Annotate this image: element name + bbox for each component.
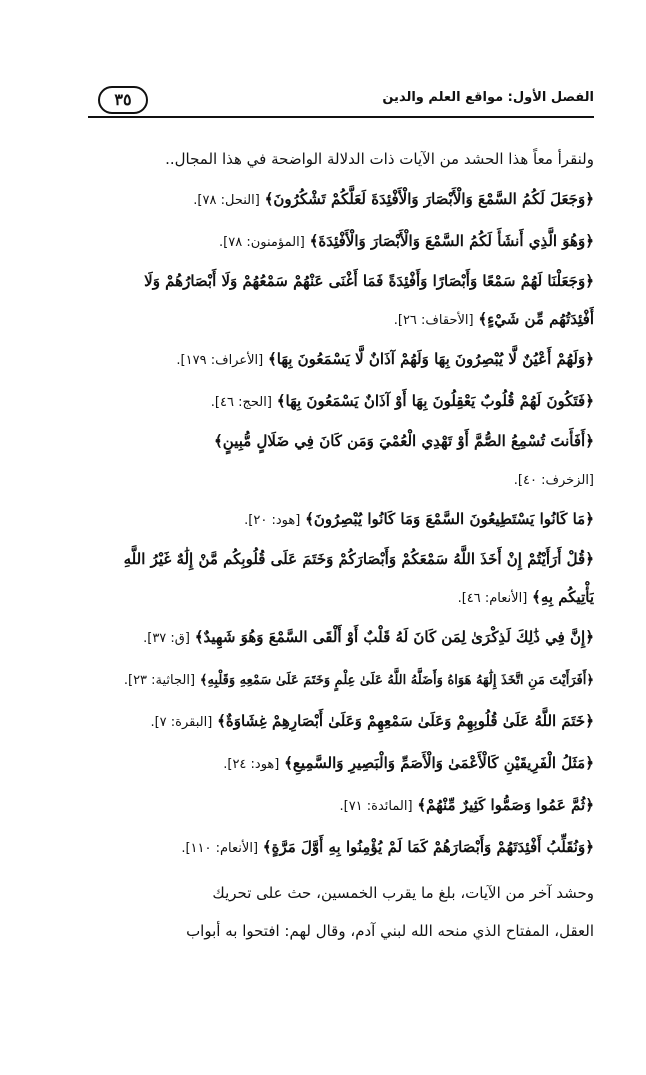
verse-text: ﴿وَجَعَلَ لَكُمُ السَّمْعَ وَالْأَبْصَارَ وَالْأَفْئِدَةَ لَعَلَّكُمْ تَشْكُرُونَ﴾	[264, 190, 594, 208]
page-number: ٣٥	[98, 86, 148, 114]
verse-text: ﴿وَجَعَلْنَا لَهُمْ سَمْعًا وَأَبْصَارًا وَأَفْئِدَةً فَمَا أَغْنَى عَنْهُمْ سَمْعُهُمْ وَلَا أَبْصَارُهُمْ وَلَا	[144, 272, 594, 290]
verse-5	[86, 380, 594, 422]
verse-reference: [ق: ٣٧].	[143, 631, 190, 646]
verse-8	[86, 540, 594, 578]
verse-text: ﴿إِنَّ فِي ذَٰلِكَ لَذِكْرَىٰ لِمَن كَانَ لَهُ قَلْبٌ أَوْ أَلْقَى السَّمْعَ وَهُوَ شَهِيدٌ﴾	[194, 628, 594, 646]
verse-reference: [هود: ٢٠].	[244, 513, 301, 528]
verse-3-continuation	[86, 300, 594, 338]
verse-text: ﴿أَفَأَنتَ تُسْمِعُ الصُّمَّ أَوْ تَهْدِي الْعُمْيَ وَمَن كَانَ فِي ضَلَالٍ مُّبِينٍ﴾	[213, 432, 594, 450]
verse-text-continued: يَأْتِيكُم بِهِ﴾	[532, 588, 594, 606]
verse-reference: [الجاثية: ٢٣].	[123, 673, 196, 688]
verse-1	[86, 178, 594, 220]
verse-text: ﴿أَفَرَأَيْتَ مَنِ اتَّخَذَ إِلَٰهَهُ هَوَاهُ وَأَضَلَّهُ اللَّهُ عَلَىٰ عِلْمٍ وَخَتَمَ عَلَىٰ سَمْعِهِ وَقَلْبِهِ﴾	[199, 673, 594, 688]
verse-reference: [الأنعام: ٤٦].	[457, 591, 528, 606]
verse-text: ﴿مَا كَانُوا يَسْتَطِيعُونَ السَّمْعَ وَمَا كَانُوا يُبْصِرُونَ﴾	[305, 510, 594, 528]
verse-text: ﴿وَنُقَلِّبُ أَفْئِدَتَهُمْ وَأَبْصَارَهُمْ كَمَا لَمْ يُؤْمِنُوا بِهِ أَوَّلَ مَرَّةٍ﴾	[262, 838, 594, 856]
verse-reference: [المائدة: ٧١].	[339, 799, 413, 814]
verse-text-continued: أَفْئِدَتُهُم مِّن شَيْءٍ﴾	[478, 310, 594, 328]
verse-7	[86, 498, 594, 540]
running-title: الفصل الأول: مواقع العلم والدين	[382, 90, 594, 105]
page-header	[88, 82, 594, 118]
verse-10	[86, 658, 594, 700]
verse-text: ﴿خَتَمَ اللَّهُ عَلَىٰ قُلُوبِهِمْ وَعَلَىٰ سَمْعِهِمْ وَعَلَىٰ أَبْصَارِهِمْ غِشَاوَةٌ﴾	[217, 712, 594, 730]
verse-6	[86, 422, 594, 460]
verse-reference: [الزخرف: ٤٠].	[513, 473, 594, 488]
verse-14	[86, 826, 594, 868]
verse-reference: [البقرة: ٧].	[150, 715, 213, 730]
verse-9	[86, 616, 594, 658]
verse-2	[86, 220, 594, 262]
page-body	[86, 140, 594, 950]
verse-reference: [المؤمنون: ٧٨].	[219, 235, 305, 250]
verse-reference: [الأحقاف: ٢٦].	[393, 313, 474, 328]
verse-11	[86, 700, 594, 742]
verse-text: ﴿ثُمَّ عَمُوا وَصَمُّوا كَثِيرٌ مِّنْهُمْ﴾	[417, 796, 594, 814]
verse-6-continuation	[86, 460, 594, 498]
intro-paragraph: ولنقرأ معاً هذا الحشد من الآيات ذات الدلالة الواضحة في هذا المجال..	[165, 150, 594, 168]
verse-text: ﴿فَتَكُونَ لَهُمْ قُلُوبٌ يَعْقِلُونَ بِهَا أَوْ آذَانٌ يَسْمَعُونَ بِهَا﴾	[276, 392, 594, 410]
verse-reference: [الحج: ٤٦].	[210, 395, 272, 410]
verse-text: ﴿وَهُوَ الَّذِي أَنشَأَ لَكُمُ السَّمْعَ وَالْأَبْصَارَ وَالْأَفْئِدَةَ﴾	[309, 232, 594, 250]
verse-text: ﴿مَثَلُ الْفَرِيقَيْنِ كَالْأَعْمَىٰ وَالْأَصَمِّ وَالْبَصِيرِ وَالسَّمِيعِ﴾	[284, 754, 594, 772]
verse-reference: [الأنعام: ١١٠].	[181, 841, 259, 856]
verse-reference: [الأعراف: ١٧٩].	[176, 353, 264, 368]
verse-13	[86, 784, 594, 826]
verse-4	[86, 338, 594, 380]
verse-3	[86, 262, 594, 300]
verse-12	[86, 742, 594, 784]
closing-paragraph-line-1: وحشد آخر من الآيات، بلغ ما يقرب الخمسين، حث على تحريك	[212, 884, 594, 902]
closing-paragraph-line-2: العقل، المفتاح الذي منحه الله لبني آدم، وقال لهم: افتحوا به أبواب	[186, 922, 594, 940]
verse-text: ﴿قُلْ أَرَأَيْتُمْ إِنْ أَخَذَ اللَّهُ سَمْعَكُمْ وَأَبْصَارَكُمْ وَخَتَمَ عَلَى قُلُوبِكُم مَّنْ إِلَٰهٌ غَيْرُ اللَّهِ	[123, 550, 594, 568]
verse-reference: [النحل: ٧٨].	[193, 193, 260, 208]
verse-8-continuation	[86, 578, 594, 616]
verse-reference: [هود: ٢٤].	[223, 757, 280, 772]
verse-text: ﴿وَلَهُمْ أَعْيُنٌ لَّا يُبْصِرُونَ بِهَا وَلَهُمْ آذَانٌ لَّا يَسْمَعُونَ بِهَا﴾	[268, 350, 594, 368]
